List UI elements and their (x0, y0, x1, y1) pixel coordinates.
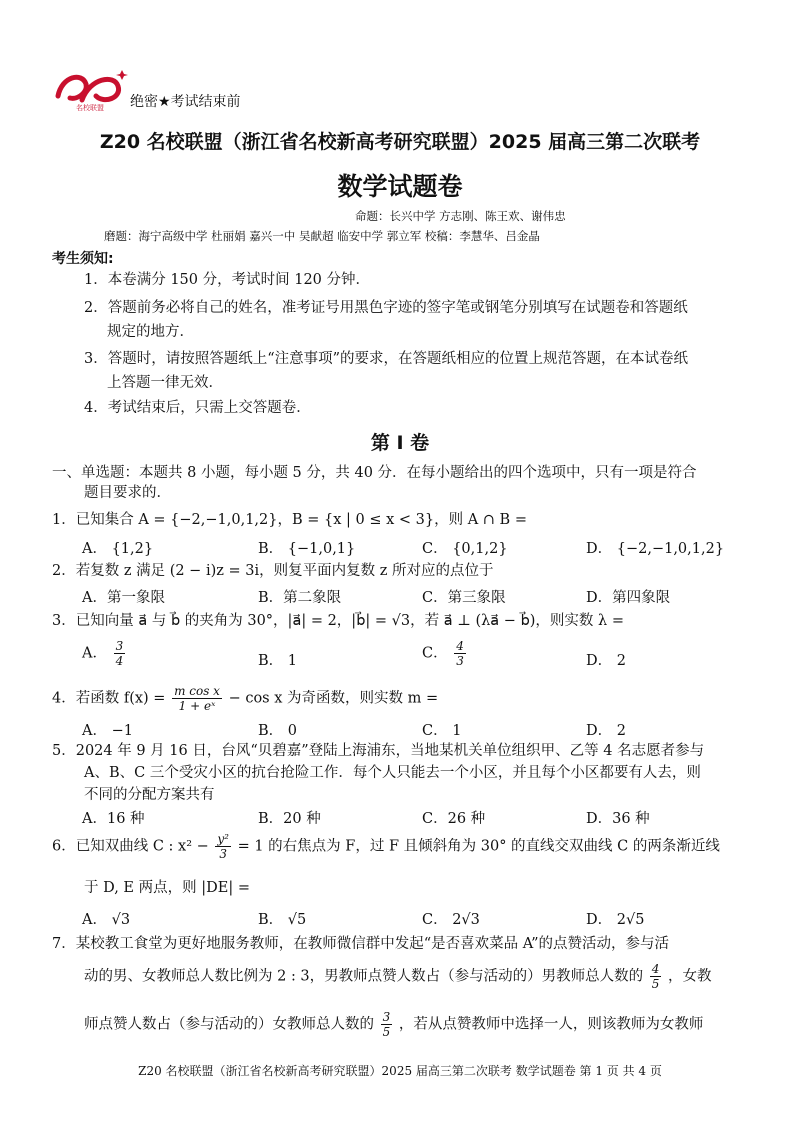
section-intro-cont: 题目要求的． (84, 485, 171, 501)
question-4-option-d: D． 2 (586, 723, 626, 739)
question-3-option-a: A． $\frac{3}{4}$ (82, 639, 124, 668)
question-1-option-c: C． {0,1,2} (422, 541, 508, 557)
confidential-label: 绝密★考试结束前 (130, 94, 241, 110)
question-5-stem: 5．2024 年 9 月 16 日，台风“贝碧嘉”登陆上海浦东，当地某机关单位组织甲、乙等 4 名志愿者参与 (52, 743, 705, 759)
note-item: 3．答题时，请按照答题纸上“注意事项”的要求，在答题纸相应的位置上规范答题，在本试卷纸 (84, 351, 689, 367)
note-item: 2．答题前务必将自己的姓名，准考证号用黑色字迹的签字笔或钢笔分别填写在试题卷和答题纸 (84, 300, 688, 316)
question-5-option-c: C．26 种 (422, 811, 486, 827)
question-2-option-b: B．第二象限 (258, 590, 342, 606)
notes-heading: 考生须知: (52, 251, 114, 267)
section-intro: 一、单选题：本题共 8 小题，每小题 5 分，共 40 分．在每小题给出的四个选项中，只有一项是符合 (52, 465, 697, 481)
question-5-stem-cont: 不同的分配方案共有 (84, 787, 215, 803)
question-1-option-b: B． {−1,0,1} (258, 541, 356, 557)
question-5-option-a: A．16 种 (82, 811, 145, 827)
question-6-option-b: B． √5 (258, 912, 307, 928)
question-7-stem-cont: 动的男、女教师总人数比例为 2 : 3，男教师点赞人数占（参与活动的）男教师总人数的 $\frac{4}{5}$ ，女教 (84, 962, 712, 991)
exam-title: Z20 名校联盟（浙江省名校新高考研究联盟）2025 届高三第二次联考 (99, 131, 701, 153)
question-3-option-d: D． 2 (586, 653, 626, 669)
note-item: 1．本卷满分 150 分，考试时间 120 分钟． (84, 272, 371, 288)
note-item-cont: 上答题一律无效． (107, 375, 223, 391)
svg-text:名校联盟: 名校联盟 (76, 104, 104, 112)
page-footer: Z20 名校联盟（浙江省名校新高考研究联盟）2025 届高三第二次联考 数学试题卷 第 1 页 共 4 页 (138, 1064, 662, 1078)
question-1-option-d: D． {−2,−1,0,1,2} (586, 541, 725, 557)
question-7-stem-cont: 师点赞人数占（参与活动的）女教师总人数的 $\frac{3}{5}$ ，若从点赞教师中选择一人，则该教师为女教师 (84, 1010, 704, 1039)
question-6-option-d: D． 2√5 (586, 912, 645, 928)
z20-logo (52, 66, 130, 112)
question-2-option-a: A．第一象限 (82, 590, 165, 606)
question-5-option-d: D．36 种 (586, 811, 650, 827)
note-item-cont: 规定的地方． (107, 324, 194, 340)
question-2-stem: 2．若复数 z 满足 (2 − i)z = 3i，则复平面内复数 z 所对应的点位于 (52, 563, 494, 579)
question-2-option-c: C．第三象限 (422, 590, 506, 606)
question-1-option-a: A． {1,2} (82, 541, 154, 557)
credit-authors: 命题：长兴中学 方志刚、陈王欢、谢伟忠 (355, 209, 566, 223)
question-7-stem: 7．某校教工食堂为更好地服务教师，在教师微信群中发起“是否喜欢菜品 A”的点赞活动，参与活 (52, 936, 669, 952)
note-item: 4．考试结束后，只需上交答题卷． (84, 400, 311, 416)
question-6-option-c: C． 2√3 (422, 912, 480, 928)
question-6-stem: 6．已知双曲线 C : x² − $\frac{\text{y²}}{3}$ = 1 的右焦点为 F，过 F 且倾斜角为 30° 的直线交双曲线 C 的两条渐近线 (52, 832, 720, 861)
credit-reviewers: 磨题：海宁高级中学 杜丽娟 嘉兴一中 吴献超 临安中学 郭立军 校稿：李慧华、吕金晶 (104, 229, 540, 243)
question-3-option-c: C． $\frac{4}{3}$ (422, 639, 464, 668)
question-6-option-a: A． √3 (82, 912, 131, 928)
paper-title: 数学试题卷 (337, 172, 463, 201)
question-5-option-b: B．20 种 (258, 811, 321, 827)
section-title: 第 I 卷 (370, 432, 430, 454)
question-3-stem: 3．已知向量 a⃗ 与 b⃗ 的夹角为 30°，|a⃗| = 2，|b⃗| = √3，若 a⃗ ⊥ (λa⃗ − b⃗)，则实数 λ = (52, 613, 624, 629)
question-3-option-b: B． 1 (258, 653, 297, 669)
question-4-option-a: A． −1 (82, 723, 133, 739)
question-5-stem-cont: A、B、C 三个受灾小区的抗台抢险工作．每个人只能去一个小区，并且每个小区都要有人去，则 (84, 765, 701, 781)
question-6-stem-cont: 于 D, E 两点，则 |DE| = (84, 880, 250, 896)
question-1-stem: 1．已知集合 A = {−2,−1,0,1,2}，B = {x | 0 ≤ x < 3}，则 A ∩ B = (52, 512, 527, 528)
question-4-option-b: B． 0 (258, 723, 297, 739)
question-4-stem: 4．若函数 f(x) = $\frac{\text{m cos x}}{\text{1 + eˣ}}$ − cos x 为奇函数，则实数 m = (52, 684, 439, 713)
question-4-option-c: C． 1 (422, 723, 462, 739)
question-2-option-d: D．第四象限 (586, 590, 671, 606)
